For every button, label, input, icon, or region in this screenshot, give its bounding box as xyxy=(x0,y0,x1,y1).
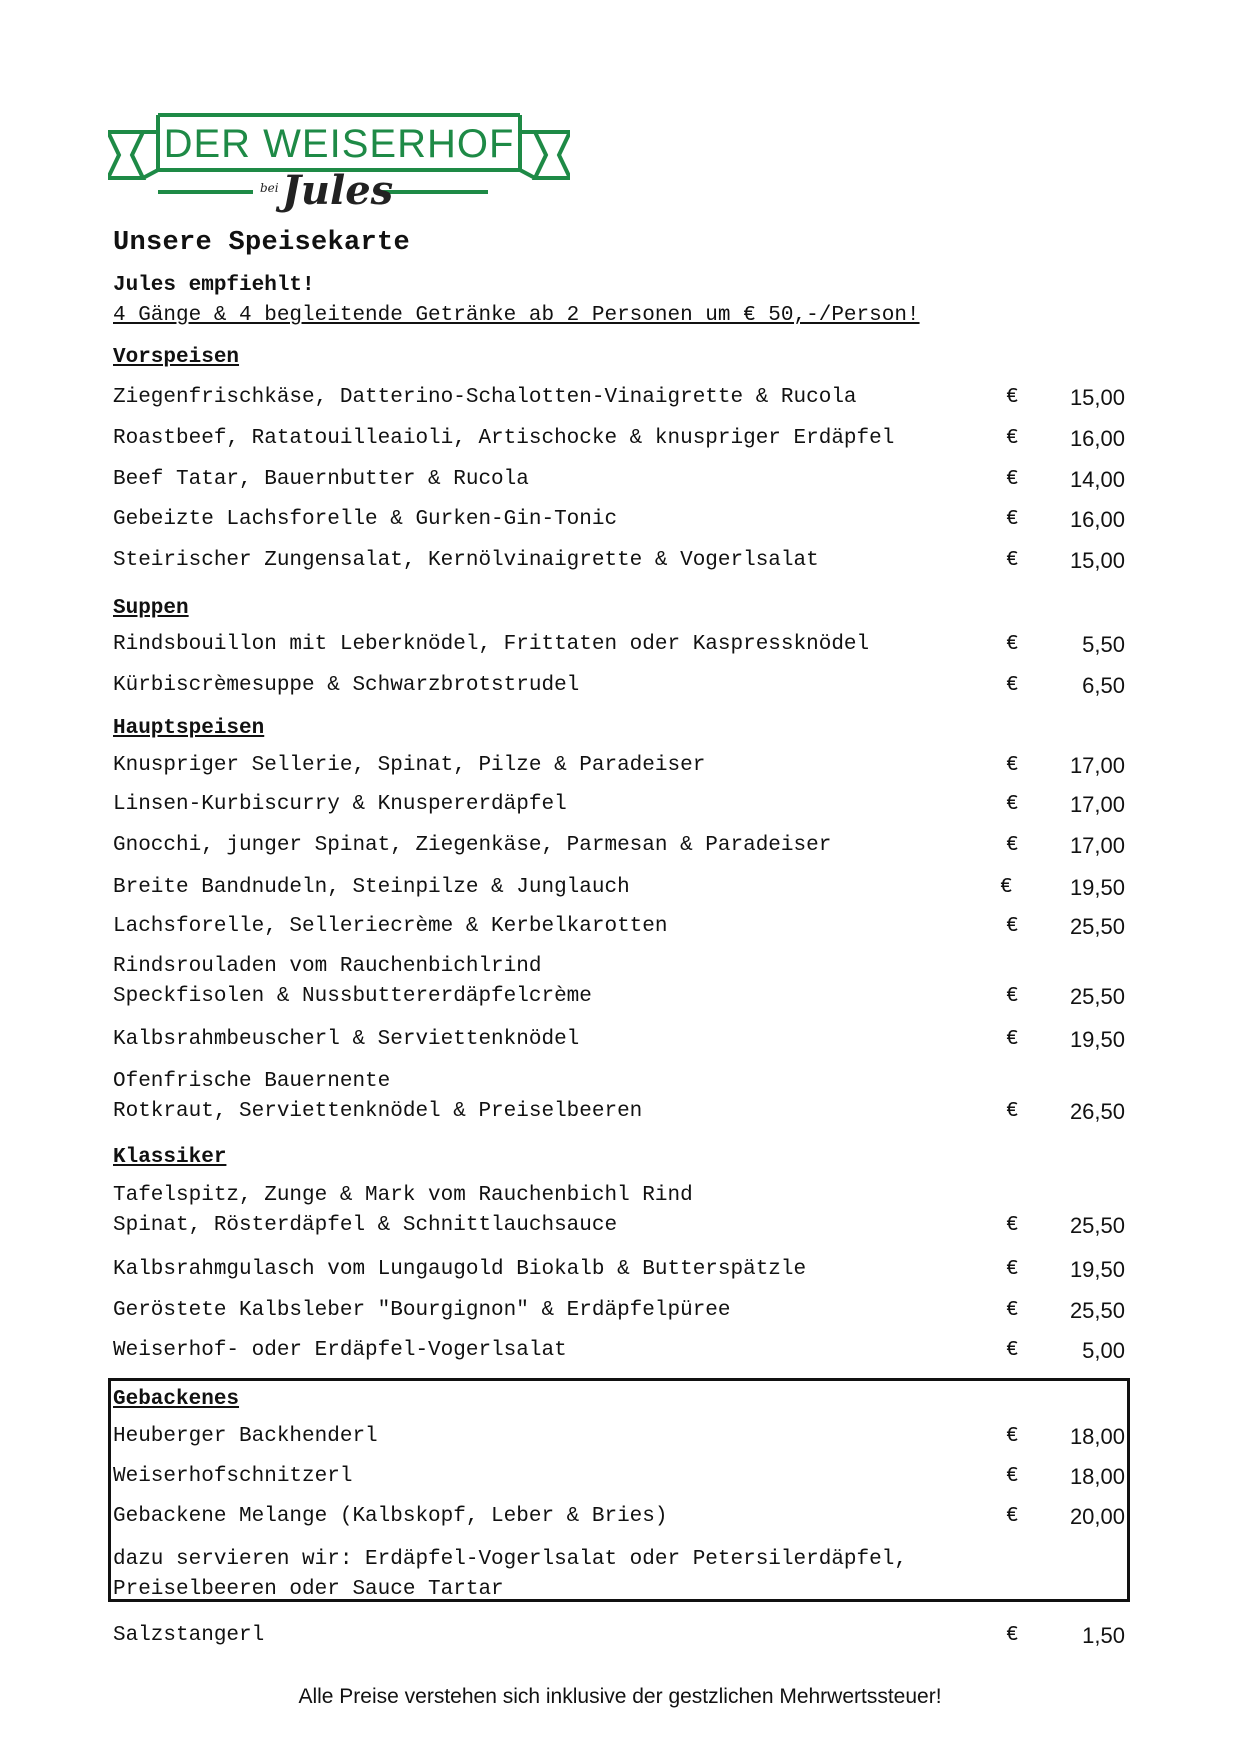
menu-item xyxy=(113,751,1125,781)
currency: € xyxy=(1006,1258,1019,1281)
item-price: 17,00 xyxy=(1069,753,1125,778)
item-name: Heuberger Backhenderl xyxy=(113,1425,378,1448)
price-footer-note: Alle Preise verstehen sich inklusive der gestzlichen Mehrwertssteuer! xyxy=(298,1685,942,1708)
item-price: 14,00 xyxy=(1069,467,1125,492)
offer-text: 4 Gänge & 4 begleitende Getränke ab 2 Personen um € 50,-/Person! xyxy=(113,304,920,327)
item-name: Weiserhofschnitzerl xyxy=(113,1465,353,1488)
item-price: 26,50 xyxy=(1069,1099,1125,1124)
menu-item xyxy=(113,1067,1125,1127)
item-price: 19,50 xyxy=(1069,1257,1125,1282)
item-price: 25,50 xyxy=(1069,914,1125,939)
currency: € xyxy=(1006,915,1019,938)
menu-item xyxy=(113,1181,1125,1241)
item-name: Roastbeef, Ratatouilleaioli, Artischocke & knuspriger Erdäpfel xyxy=(113,427,895,450)
item-price: 16,00 xyxy=(1069,426,1125,451)
item-name: Geröstete Kalbsleber "Bourgignon" & Erdäpfelpüree xyxy=(113,1299,731,1322)
item-price: 5,50 xyxy=(1082,632,1125,657)
currency: € xyxy=(1006,633,1019,656)
item-name: Kürbiscrèmesuppe & Schwarzbrotstrudel xyxy=(113,674,580,697)
menu-item xyxy=(113,1502,1125,1532)
currency: € xyxy=(1006,1624,1019,1647)
currency: € xyxy=(1006,468,1019,491)
menu-item xyxy=(113,873,1125,903)
menu-item xyxy=(113,505,1125,535)
menu-item xyxy=(113,383,1125,413)
brand-name: DER WEISERHOF xyxy=(163,122,515,166)
menu-item xyxy=(113,546,1125,576)
menu-item xyxy=(113,1422,1125,1452)
item-name: Breite Bandnudeln, Steinpilze & Junglauch xyxy=(113,876,630,899)
currency: € xyxy=(1006,1214,1019,1237)
item-name: Rindsrouladen vom Rauchenbichlrind Speckfisolen & Nussbuttererdäpfelcrème xyxy=(113,955,592,1008)
item-name: Ziegenfrischkäse, Datterino-Schalotten-Vinaigrette & Rucola xyxy=(113,386,857,409)
menu-item xyxy=(113,790,1125,820)
item-name: Tafelspitz, Zunge & Mark vom Rauchenbichl Rind Spinat, Rösterdäpfel & Schnittlauchsauce xyxy=(113,1184,693,1237)
currency: € xyxy=(1006,1505,1019,1528)
currency: € xyxy=(1006,754,1019,777)
currency: € xyxy=(1006,985,1019,1008)
page-title: Unsere Speisekarte xyxy=(113,228,411,258)
section-hauptspeisen: Hauptspeisen xyxy=(113,717,265,740)
currency: € xyxy=(1006,1339,1019,1362)
menu-item xyxy=(113,424,1125,454)
currency: € xyxy=(1006,549,1019,572)
item-price: 19,50 xyxy=(1069,1027,1125,1052)
serving-note: dazu servieren wir: Erdäpfel-Vogerlsalat oder Petersilerdäpfel, Preiselbeeren oder Sauce Tartar xyxy=(113,1548,907,1601)
item-price: 5,00 xyxy=(1082,1338,1125,1363)
currency: € xyxy=(1006,1425,1019,1448)
item-name: Beef Tatar, Bauernbutter & Rucola xyxy=(113,468,529,491)
item-price: 15,00 xyxy=(1069,385,1125,410)
item-price: 16,00 xyxy=(1069,507,1125,532)
item-name: Gnocchi, junger Spinat, Ziegenkäse, Parmesan & Paradeiser xyxy=(113,834,832,857)
section-vorspeisen: Vorspeisen xyxy=(113,346,240,369)
recommendation-heading: Jules empfiehlt! xyxy=(113,274,315,297)
menu-item xyxy=(113,1621,1125,1651)
item-name: Lachsforelle, Selleriecrème & Kerbelkarotten xyxy=(113,915,668,938)
item-price: 6,50 xyxy=(1082,673,1125,698)
menu-item xyxy=(113,831,1125,861)
item-price: 15,00 xyxy=(1069,548,1125,573)
item-name: Steirischer Zungensalat, Kernölvinaigrette & Vogerlsalat xyxy=(113,549,819,572)
item-name: Knuspriger Sellerie, Spinat, Pilze & Paradeiser xyxy=(113,754,706,777)
item-name: Gebackene Melange (Kalbskopf, Leber & Bries) xyxy=(113,1505,668,1528)
item-price: 17,00 xyxy=(1069,792,1125,817)
currency: € xyxy=(1006,834,1019,857)
currency: € xyxy=(1000,876,1013,899)
section-gebackenes: Gebackenes xyxy=(113,1388,240,1411)
currency: € xyxy=(1006,1299,1019,1322)
item-name: Rindsbouillon mit Leberknödel, Frittaten oder Kaspressknödel xyxy=(113,633,870,656)
item-name: Linsen-Kurbiscurry & Knuspererdäpfel xyxy=(113,793,567,816)
item-price: 25,50 xyxy=(1069,984,1125,1009)
item-name: Salzstangerl xyxy=(113,1624,265,1647)
item-name: Gebeizte Lachsforelle & Gurken-Gin-Tonic xyxy=(113,508,618,531)
currency: € xyxy=(1006,508,1019,531)
item-price: 25,50 xyxy=(1069,1213,1125,1238)
item-price: 25,50 xyxy=(1069,1298,1125,1323)
currency: € xyxy=(1006,674,1019,697)
item-price: 20,00 xyxy=(1069,1504,1125,1529)
item-price: 19,50 xyxy=(1069,875,1125,900)
item-price: 18,00 xyxy=(1069,1464,1125,1489)
menu-item xyxy=(113,912,1125,942)
currency: € xyxy=(1006,1100,1019,1123)
menu-item xyxy=(113,1462,1125,1492)
menu-item xyxy=(113,952,1125,1012)
menu-item xyxy=(113,1025,1125,1055)
item-price: 18,00 xyxy=(1069,1424,1125,1449)
item-price: 1,50 xyxy=(1082,1623,1125,1648)
section-klassiker: Klassiker xyxy=(113,1146,227,1169)
currency: € xyxy=(1006,386,1019,409)
brand-small: bei xyxy=(260,181,279,195)
menu-item xyxy=(113,1336,1125,1366)
currency: € xyxy=(1006,1028,1019,1051)
brand-script: Jules xyxy=(282,167,394,214)
menu-item xyxy=(113,671,1125,701)
item-name: Kalbsrahmbeuscherl & Serviettenknödel xyxy=(113,1028,580,1051)
menu-item xyxy=(113,630,1125,660)
section-suppen: Suppen xyxy=(113,597,189,620)
menu-item xyxy=(113,1255,1125,1285)
currency: € xyxy=(1006,427,1019,450)
item-name: Weiserhof- oder Erdäpfel-Vogerlsalat xyxy=(113,1339,567,1362)
item-name: Kalbsrahmgulasch vom Lungaugold Biokalb & Butterspätzle xyxy=(113,1258,807,1281)
item-name: Ofenfrische Bauernente Rotkraut, Serviettenknödel & Preiselbeeren xyxy=(113,1070,643,1123)
item-price: 17,00 xyxy=(1069,833,1125,858)
currency: € xyxy=(1006,1465,1019,1488)
weiserhof-logo xyxy=(108,110,570,220)
menu-item xyxy=(113,1296,1125,1326)
menu-item xyxy=(113,465,1125,495)
currency: € xyxy=(1006,793,1019,816)
